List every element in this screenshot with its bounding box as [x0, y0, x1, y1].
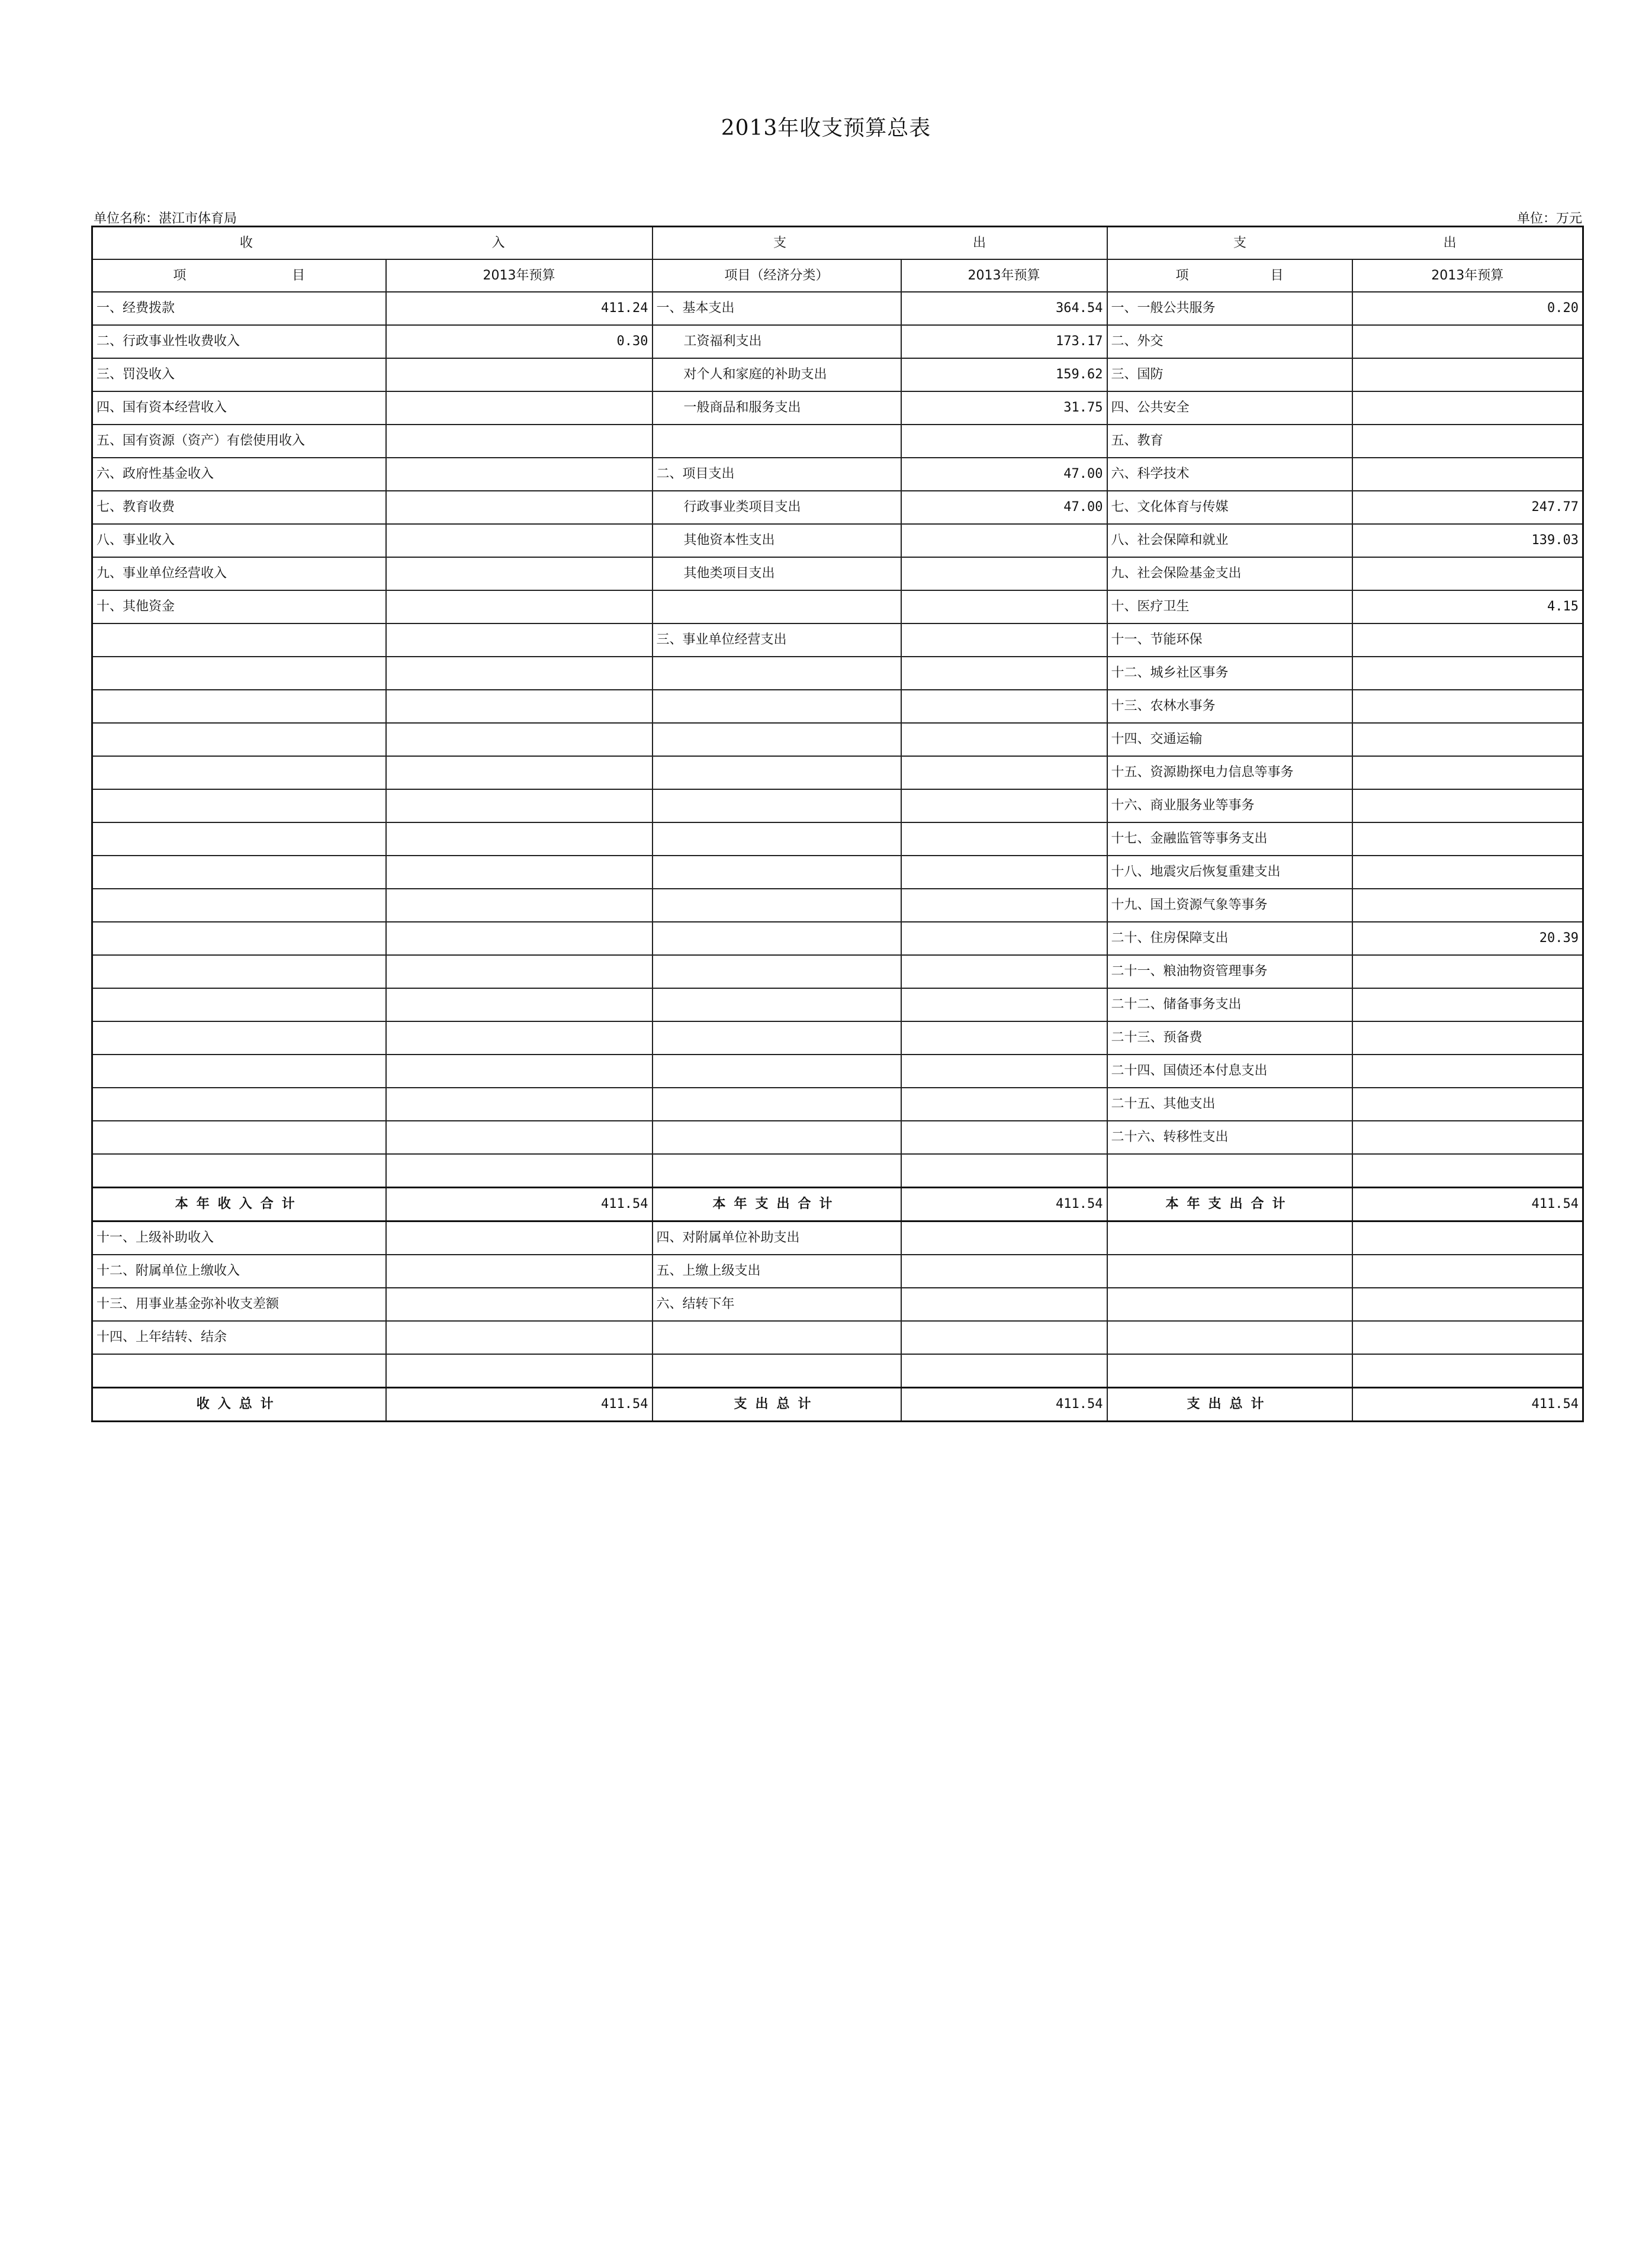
income-group-header: 收 入	[92, 227, 653, 260]
income-item-cell	[92, 756, 386, 789]
page-title: 2013年收支预算总表	[721, 116, 931, 140]
income-budget-cell	[386, 1154, 653, 1188]
col-header-item-3: 项 目	[1107, 259, 1352, 292]
function-item-cell: 十七、金融监管等事务支出	[1107, 822, 1352, 856]
income-item-cell	[92, 889, 386, 922]
economic-budget-cell	[901, 623, 1107, 657]
expense-total-value-1: 411.54	[901, 1188, 1107, 1221]
function-item-cell: 十五、资源勘探电力信息等事务	[1107, 756, 1352, 789]
table-row	[92, 856, 1583, 889]
income-item-cell: 十三、用事业基金弥补收支差额	[92, 1288, 386, 1321]
income-budget-cell	[386, 1055, 653, 1088]
table-row	[92, 1221, 1583, 1255]
function-budget-cell	[1352, 889, 1583, 922]
economic-budget-cell	[901, 590, 1107, 623]
table-row	[92, 1288, 1583, 1321]
economic-item-cell	[653, 922, 901, 955]
function-item-cell: 二十一、粮油物资管理事务	[1107, 955, 1352, 988]
economic-item-cell: 行政事业类项目支出	[653, 491, 901, 524]
economic-item-cell	[653, 1154, 901, 1188]
function-budget-cell	[1352, 988, 1583, 1021]
table-row	[92, 1154, 1583, 1188]
economic-budget-cell: 364.54	[901, 292, 1107, 325]
table-row	[92, 325, 1583, 358]
function-budget-cell	[1352, 690, 1583, 723]
income-item-cell: 八、事业收入	[92, 524, 386, 557]
economic-item-cell	[653, 1354, 901, 1388]
income-budget-cell	[386, 590, 653, 623]
economic-item-cell: 其他类项目支出	[653, 557, 901, 590]
function-item-cell: 十一、节能环保	[1107, 623, 1352, 657]
function-item-cell	[1107, 1154, 1352, 1188]
function-item-cell: 六、科学技术	[1107, 458, 1352, 491]
income-total-label: 本年收入合计	[92, 1188, 386, 1221]
economic-item-cell: 六、结转下年	[653, 1288, 901, 1321]
income-item-cell: 十、其他资金	[92, 590, 386, 623]
economic-item-cell	[653, 1321, 901, 1354]
function-item-cell: 一、一般公共服务	[1107, 292, 1352, 325]
income-item-cell: 三、罚没收入	[92, 358, 386, 391]
function-item-cell: 二十、住房保障支出	[1107, 922, 1352, 955]
function-budget-cell	[1352, 789, 1583, 822]
expense-total-label-1: 本年支出合计	[653, 1188, 901, 1221]
economic-item-cell	[653, 756, 901, 789]
economic-budget-cell	[901, 1021, 1107, 1055]
table-row	[92, 1055, 1583, 1088]
economic-budget-cell	[901, 789, 1107, 822]
economic-budget-cell: 47.00	[901, 491, 1107, 524]
col-header-item-2: 项目（经济分类）	[653, 259, 901, 292]
col-header-budget-1: 2013年预算	[386, 259, 653, 292]
income-budget-cell	[386, 1255, 653, 1288]
function-budget-cell	[1352, 1021, 1583, 1055]
economic-item-cell	[653, 1055, 901, 1088]
col-header-budget-2: 2013年预算	[901, 259, 1107, 292]
income-budget-cell: 411.24	[386, 292, 653, 325]
income-budget-cell	[386, 756, 653, 789]
expense-total-label-2: 支出总计	[1107, 1388, 1352, 1422]
function-item-cell: 二十三、预备费	[1107, 1021, 1352, 1055]
function-item-cell: 十二、城乡社区事务	[1107, 657, 1352, 690]
income-budget-cell	[386, 1088, 653, 1121]
economic-item-cell	[653, 1121, 901, 1154]
function-budget-cell	[1352, 822, 1583, 856]
income-item-cell: 二、行政事业性收费收入	[92, 325, 386, 358]
expense-total-value-2: 411.54	[1352, 1188, 1583, 1221]
income-item-cell	[92, 955, 386, 988]
income-item-cell	[92, 922, 386, 955]
income-budget-cell	[386, 1021, 653, 1055]
table-row	[92, 391, 1583, 425]
economic-budget-cell: 31.75	[901, 391, 1107, 425]
economic-budget-cell	[901, 1088, 1107, 1121]
table-row	[92, 889, 1583, 922]
income-item-cell	[92, 1154, 386, 1188]
function-budget-cell	[1352, 391, 1583, 425]
income-item-cell	[92, 723, 386, 756]
economic-budget-cell	[901, 756, 1107, 789]
function-item-cell: 二十二、储备事务支出	[1107, 988, 1352, 1021]
function-item-cell: 十、医疗卫生	[1107, 590, 1352, 623]
income-item-cell	[92, 690, 386, 723]
function-item-cell: 四、公共安全	[1107, 391, 1352, 425]
income-item-cell	[92, 1088, 386, 1121]
function-item-cell: 二、外交	[1107, 325, 1352, 358]
income-budget-cell	[386, 391, 653, 425]
income-item-cell: 十一、上级补助收入	[92, 1221, 386, 1255]
economic-budget-cell: 159.62	[901, 358, 1107, 391]
function-item-cell	[1107, 1255, 1352, 1288]
economic-item-cell	[653, 988, 901, 1021]
table-row	[92, 756, 1583, 789]
unit-label: 单位：万元	[1516, 211, 1582, 226]
income-item-cell	[92, 657, 386, 690]
income-item-cell: 十二、附属单位上缴收入	[92, 1255, 386, 1288]
function-budget-cell	[1352, 723, 1583, 756]
income-total-value: 411.54	[386, 1388, 653, 1422]
expense-group-header-1: 支 出	[653, 227, 1107, 260]
income-budget-cell	[386, 623, 653, 657]
function-budget-cell	[1352, 1055, 1583, 1088]
economic-item-cell	[653, 657, 901, 690]
function-item-cell	[1107, 1221, 1352, 1255]
table-row	[92, 789, 1583, 822]
function-budget-cell: 247.77	[1352, 491, 1583, 524]
function-budget-cell	[1352, 1154, 1583, 1188]
economic-budget-cell	[901, 425, 1107, 458]
income-budget-cell	[386, 822, 653, 856]
income-item-cell: 一、经费拨款	[92, 292, 386, 325]
table-row	[92, 922, 1583, 955]
economic-budget-cell	[901, 723, 1107, 756]
function-budget-cell	[1352, 1321, 1583, 1354]
income-item-cell	[92, 822, 386, 856]
economic-budget-cell	[901, 657, 1107, 690]
income-budget-cell	[386, 955, 653, 988]
table-row	[92, 1088, 1583, 1121]
economic-item-cell: 三、事业单位经营支出	[653, 623, 901, 657]
income-budget-cell	[386, 491, 653, 524]
table-row	[92, 524, 1583, 557]
column-header-row	[92, 259, 1583, 292]
income-item-cell: 七、教育收费	[92, 491, 386, 524]
function-budget-cell	[1352, 358, 1583, 391]
function-item-cell: 十八、地震灾后恢复重建支出	[1107, 856, 1352, 889]
income-total-value: 411.54	[386, 1188, 653, 1221]
economic-budget-cell	[901, 524, 1107, 557]
function-budget-cell	[1352, 325, 1583, 358]
function-budget-cell	[1352, 557, 1583, 590]
economic-item-cell	[653, 1088, 901, 1121]
income-budget-cell	[386, 723, 653, 756]
economic-item-cell	[653, 955, 901, 988]
income-budget-cell	[386, 789, 653, 822]
economic-item-cell: 五、上缴上级支出	[653, 1255, 901, 1288]
economic-budget-cell: 173.17	[901, 325, 1107, 358]
economic-budget-cell	[901, 988, 1107, 1021]
function-budget-cell	[1352, 1255, 1583, 1288]
table-row	[92, 1021, 1583, 1055]
economic-budget-cell	[901, 955, 1107, 988]
function-item-cell: 五、教育	[1107, 425, 1352, 458]
function-item-cell	[1107, 1321, 1352, 1354]
economic-budget-cell	[901, 1288, 1107, 1321]
function-item-cell: 二十五、其他支出	[1107, 1088, 1352, 1121]
economic-budget-cell	[901, 1354, 1107, 1388]
expense-total-label-1: 支出总计	[653, 1388, 901, 1422]
income-item-cell	[92, 1021, 386, 1055]
income-budget-cell	[386, 425, 653, 458]
economic-budget-cell	[901, 1055, 1107, 1088]
expense-total-value-2: 411.54	[1352, 1388, 1583, 1422]
economic-budget-cell	[901, 557, 1107, 590]
function-budget-cell	[1352, 425, 1583, 458]
income-budget-cell	[386, 657, 653, 690]
income-item-cell	[92, 988, 386, 1021]
economic-item-cell: 工资福利支出	[653, 325, 901, 358]
income-budget-cell	[386, 1121, 653, 1154]
income-budget-cell	[386, 1288, 653, 1321]
income-item-cell: 九、事业单位经营收入	[92, 557, 386, 590]
table-row	[92, 590, 1583, 623]
function-budget-cell: 139.03	[1352, 524, 1583, 557]
income-item-cell	[92, 1121, 386, 1154]
function-budget-cell	[1352, 458, 1583, 491]
economic-item-cell	[653, 822, 901, 856]
function-item-cell: 九、社会保险基金支出	[1107, 557, 1352, 590]
table-row	[92, 425, 1583, 458]
function-budget-cell	[1352, 955, 1583, 988]
income-item-cell	[92, 789, 386, 822]
function-budget-cell	[1352, 1354, 1583, 1388]
function-budget-cell: 0.20	[1352, 292, 1583, 325]
income-budget-cell	[386, 922, 653, 955]
function-budget-cell	[1352, 856, 1583, 889]
function-budget-cell: 4.15	[1352, 590, 1583, 623]
function-item-cell: 十九、国土资源气象等事务	[1107, 889, 1352, 922]
economic-item-cell: 其他资本性支出	[653, 524, 901, 557]
income-budget-cell	[386, 1321, 653, 1354]
income-item-cell: 四、国有资本经营收入	[92, 391, 386, 425]
income-budget-cell	[386, 856, 653, 889]
income-budget-cell	[386, 358, 653, 391]
income-item-cell	[92, 623, 386, 657]
income-budget-cell: 0.30	[386, 325, 653, 358]
economic-budget-cell	[901, 822, 1107, 856]
expense-total-value-1: 411.54	[901, 1388, 1107, 1422]
function-item-cell: 十四、交通运输	[1107, 723, 1352, 756]
economic-budget-cell	[901, 1221, 1107, 1255]
function-item-cell: 二十四、国债还本付息支出	[1107, 1055, 1352, 1088]
income-budget-cell	[386, 557, 653, 590]
income-item-cell	[92, 856, 386, 889]
table-row	[92, 822, 1583, 856]
table-row	[92, 1121, 1583, 1154]
economic-item-cell	[653, 590, 901, 623]
table-row	[92, 623, 1583, 657]
function-item-cell: 八、社会保障和就业	[1107, 524, 1352, 557]
economic-item-cell: 一、基本支出	[653, 292, 901, 325]
economic-item-cell	[653, 889, 901, 922]
economic-item-cell	[653, 723, 901, 756]
income-budget-cell	[386, 1221, 653, 1255]
income-budget-cell	[386, 1354, 653, 1388]
function-item-cell: 七、文化体育与传媒	[1107, 491, 1352, 524]
table-row	[92, 988, 1583, 1021]
income-budget-cell	[386, 988, 653, 1021]
grand-total-row	[92, 1388, 1583, 1422]
function-budget-cell	[1352, 756, 1583, 789]
expense-total-label-2: 本年支出合计	[1107, 1188, 1352, 1221]
economic-budget-cell	[901, 889, 1107, 922]
table-row	[92, 955, 1583, 988]
function-item-cell	[1107, 1354, 1352, 1388]
income-budget-cell	[386, 889, 653, 922]
economic-budget-cell	[901, 1321, 1107, 1354]
economic-item-cell: 一般商品和服务支出	[653, 391, 901, 425]
income-item-cell: 六、政府性基金收入	[92, 458, 386, 491]
function-item-cell: 十六、商业服务业等事务	[1107, 789, 1352, 822]
col-header-budget-3: 2013年预算	[1352, 259, 1583, 292]
economic-item-cell	[653, 789, 901, 822]
table-row	[92, 557, 1583, 590]
table-row	[92, 1354, 1583, 1388]
function-item-cell: 十三、农林水事务	[1107, 690, 1352, 723]
table-row	[92, 1321, 1583, 1354]
function-item-cell	[1107, 1288, 1352, 1321]
economic-item-cell: 对个人和家庭的补助支出	[653, 358, 901, 391]
economic-budget-cell	[901, 1255, 1107, 1288]
economic-item-cell	[653, 856, 901, 889]
function-budget-cell	[1352, 623, 1583, 657]
function-budget-cell	[1352, 1221, 1583, 1255]
income-item-cell	[92, 1055, 386, 1088]
income-budget-cell	[386, 524, 653, 557]
table-row	[92, 1255, 1583, 1288]
table-row	[92, 358, 1583, 391]
economic-budget-cell	[901, 1121, 1107, 1154]
function-budget-cell	[1352, 657, 1583, 690]
function-budget-cell	[1352, 1088, 1583, 1121]
function-item-cell: 二十六、转移性支出	[1107, 1121, 1352, 1154]
income-item-cell: 五、国有资源（资产）有偿使用收入	[92, 425, 386, 458]
economic-budget-cell	[901, 856, 1107, 889]
table-row	[92, 657, 1583, 690]
group-header-row	[92, 227, 1583, 260]
economic-item-cell: 二、项目支出	[653, 458, 901, 491]
income-item-cell: 十四、上年结转、结余	[92, 1321, 386, 1354]
table-row	[92, 723, 1583, 756]
function-budget-cell: 20.39	[1352, 922, 1583, 955]
function-budget-cell	[1352, 1121, 1583, 1154]
year-total-row	[92, 1188, 1583, 1221]
economic-budget-cell	[901, 1154, 1107, 1188]
function-item-cell: 三、国防	[1107, 358, 1352, 391]
income-item-cell	[92, 1354, 386, 1388]
economic-item-cell	[653, 1021, 901, 1055]
income-total-label: 收入总计	[92, 1388, 386, 1422]
table-row	[92, 292, 1583, 325]
economic-item-cell	[653, 690, 901, 723]
budget-table	[91, 226, 1584, 1422]
table-row	[92, 491, 1583, 524]
economic-item-cell: 四、对附属单位补助支出	[653, 1221, 901, 1255]
table-row	[92, 690, 1583, 723]
col-header-item-1: 项 目	[92, 259, 386, 292]
unit-name: 单位名称：湛江市体育局	[94, 211, 237, 226]
income-budget-cell	[386, 458, 653, 491]
economic-budget-cell	[901, 922, 1107, 955]
function-budget-cell	[1352, 1288, 1583, 1321]
income-budget-cell	[386, 690, 653, 723]
economic-item-cell	[653, 425, 901, 458]
expense-group-header-2: 支 出	[1107, 227, 1583, 260]
economic-budget-cell	[901, 690, 1107, 723]
economic-budget-cell: 47.00	[901, 458, 1107, 491]
table-row	[92, 458, 1583, 491]
